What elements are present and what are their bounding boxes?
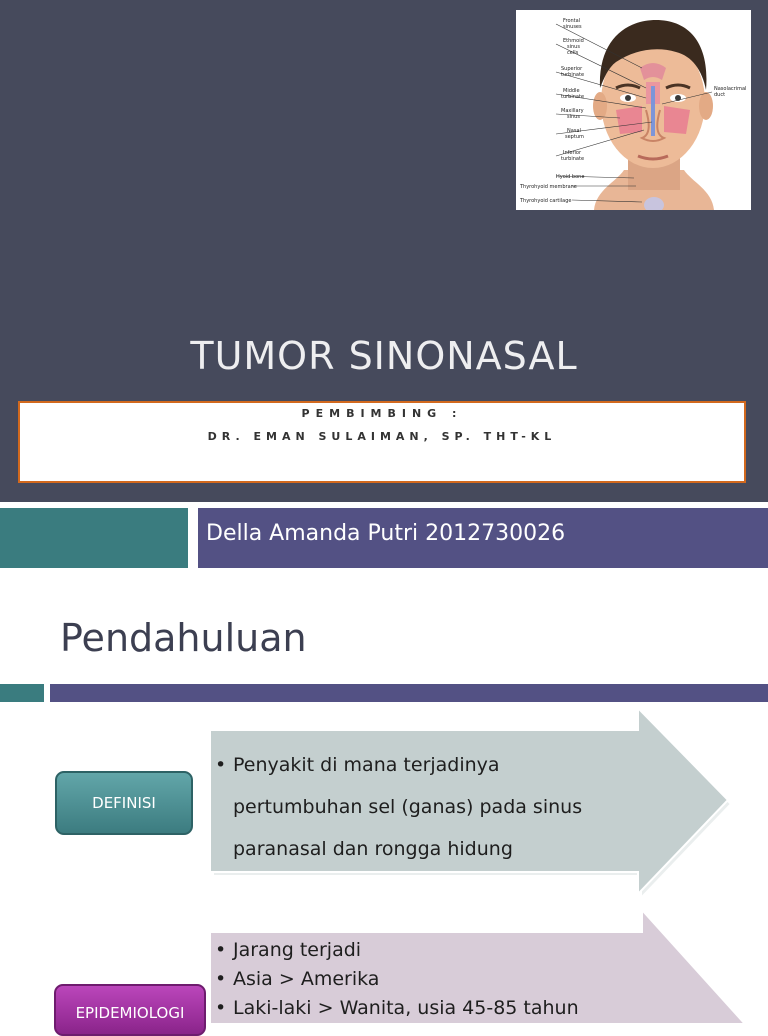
anatomy-label: sinus xyxy=(567,44,580,50)
bullet: • xyxy=(215,939,227,961)
anatomy-label: Thyrohyoid cartilage xyxy=(520,198,572,204)
section-title: Pendahuluan xyxy=(60,616,307,660)
epidemiologi-item: • Asia > Amerika xyxy=(215,965,645,994)
slide-title: TUMOR SINONASAL xyxy=(190,334,578,378)
anatomy-label: turbinate xyxy=(561,72,585,78)
presenter-name: Della Amanda Putri 2012730026 xyxy=(206,521,566,546)
anatomy-label: duct xyxy=(714,92,726,98)
anatomy-label: Superior xyxy=(561,66,583,72)
anatomy-label: Hyoid bone xyxy=(556,174,585,180)
anatomy-label: Frontal xyxy=(563,18,581,24)
anatomy-label: cells xyxy=(567,50,579,56)
anatomy-label: turbinate xyxy=(561,94,585,100)
anatomy-label: Nasolacrimal xyxy=(714,86,747,92)
anatomy-label: septum xyxy=(565,134,584,140)
definisi-text xyxy=(215,744,645,870)
definisi-button: DEFINISI xyxy=(55,771,193,835)
anatomy-label: turbinate xyxy=(561,156,585,162)
anatomy-label: Thyrohyoid membrane xyxy=(520,184,577,190)
definisi-line: paranasal dan rongga hidung xyxy=(233,838,513,860)
epidemiologi-button: EPIDEMIOLOGI xyxy=(54,984,206,1036)
anatomy-label: sinuses xyxy=(563,24,582,30)
bullet: • xyxy=(215,968,227,990)
supervisor-label: PEMBIMBING : xyxy=(301,407,463,420)
bullet: • xyxy=(215,997,227,1019)
anatomy-label: Nasal xyxy=(567,128,581,134)
epidemiologi-item: • Jarang terjadi xyxy=(215,936,645,965)
supervisor-name: DR. EMAN SULAIMAN, SP. THT-KL xyxy=(207,430,557,443)
bullet: • xyxy=(215,754,227,776)
anatomy-label: Maxillary xyxy=(561,108,584,114)
definisi-line: • Penyakit di mana terjadinya xyxy=(215,744,645,786)
anatomy-label: Middle xyxy=(563,88,580,94)
epidemiologi-item: • Laki-laki > Wanita, usia 45-85 tahun xyxy=(215,994,645,1023)
definisi-line: pertumbuhan sel (ganas) pada sinus xyxy=(233,796,583,818)
epidemiologi-text xyxy=(215,936,645,1023)
anatomy-label: sinus xyxy=(567,114,580,120)
anatomy-label: Inferior xyxy=(563,150,582,156)
anatomy-label: Ethmoid xyxy=(563,38,584,44)
